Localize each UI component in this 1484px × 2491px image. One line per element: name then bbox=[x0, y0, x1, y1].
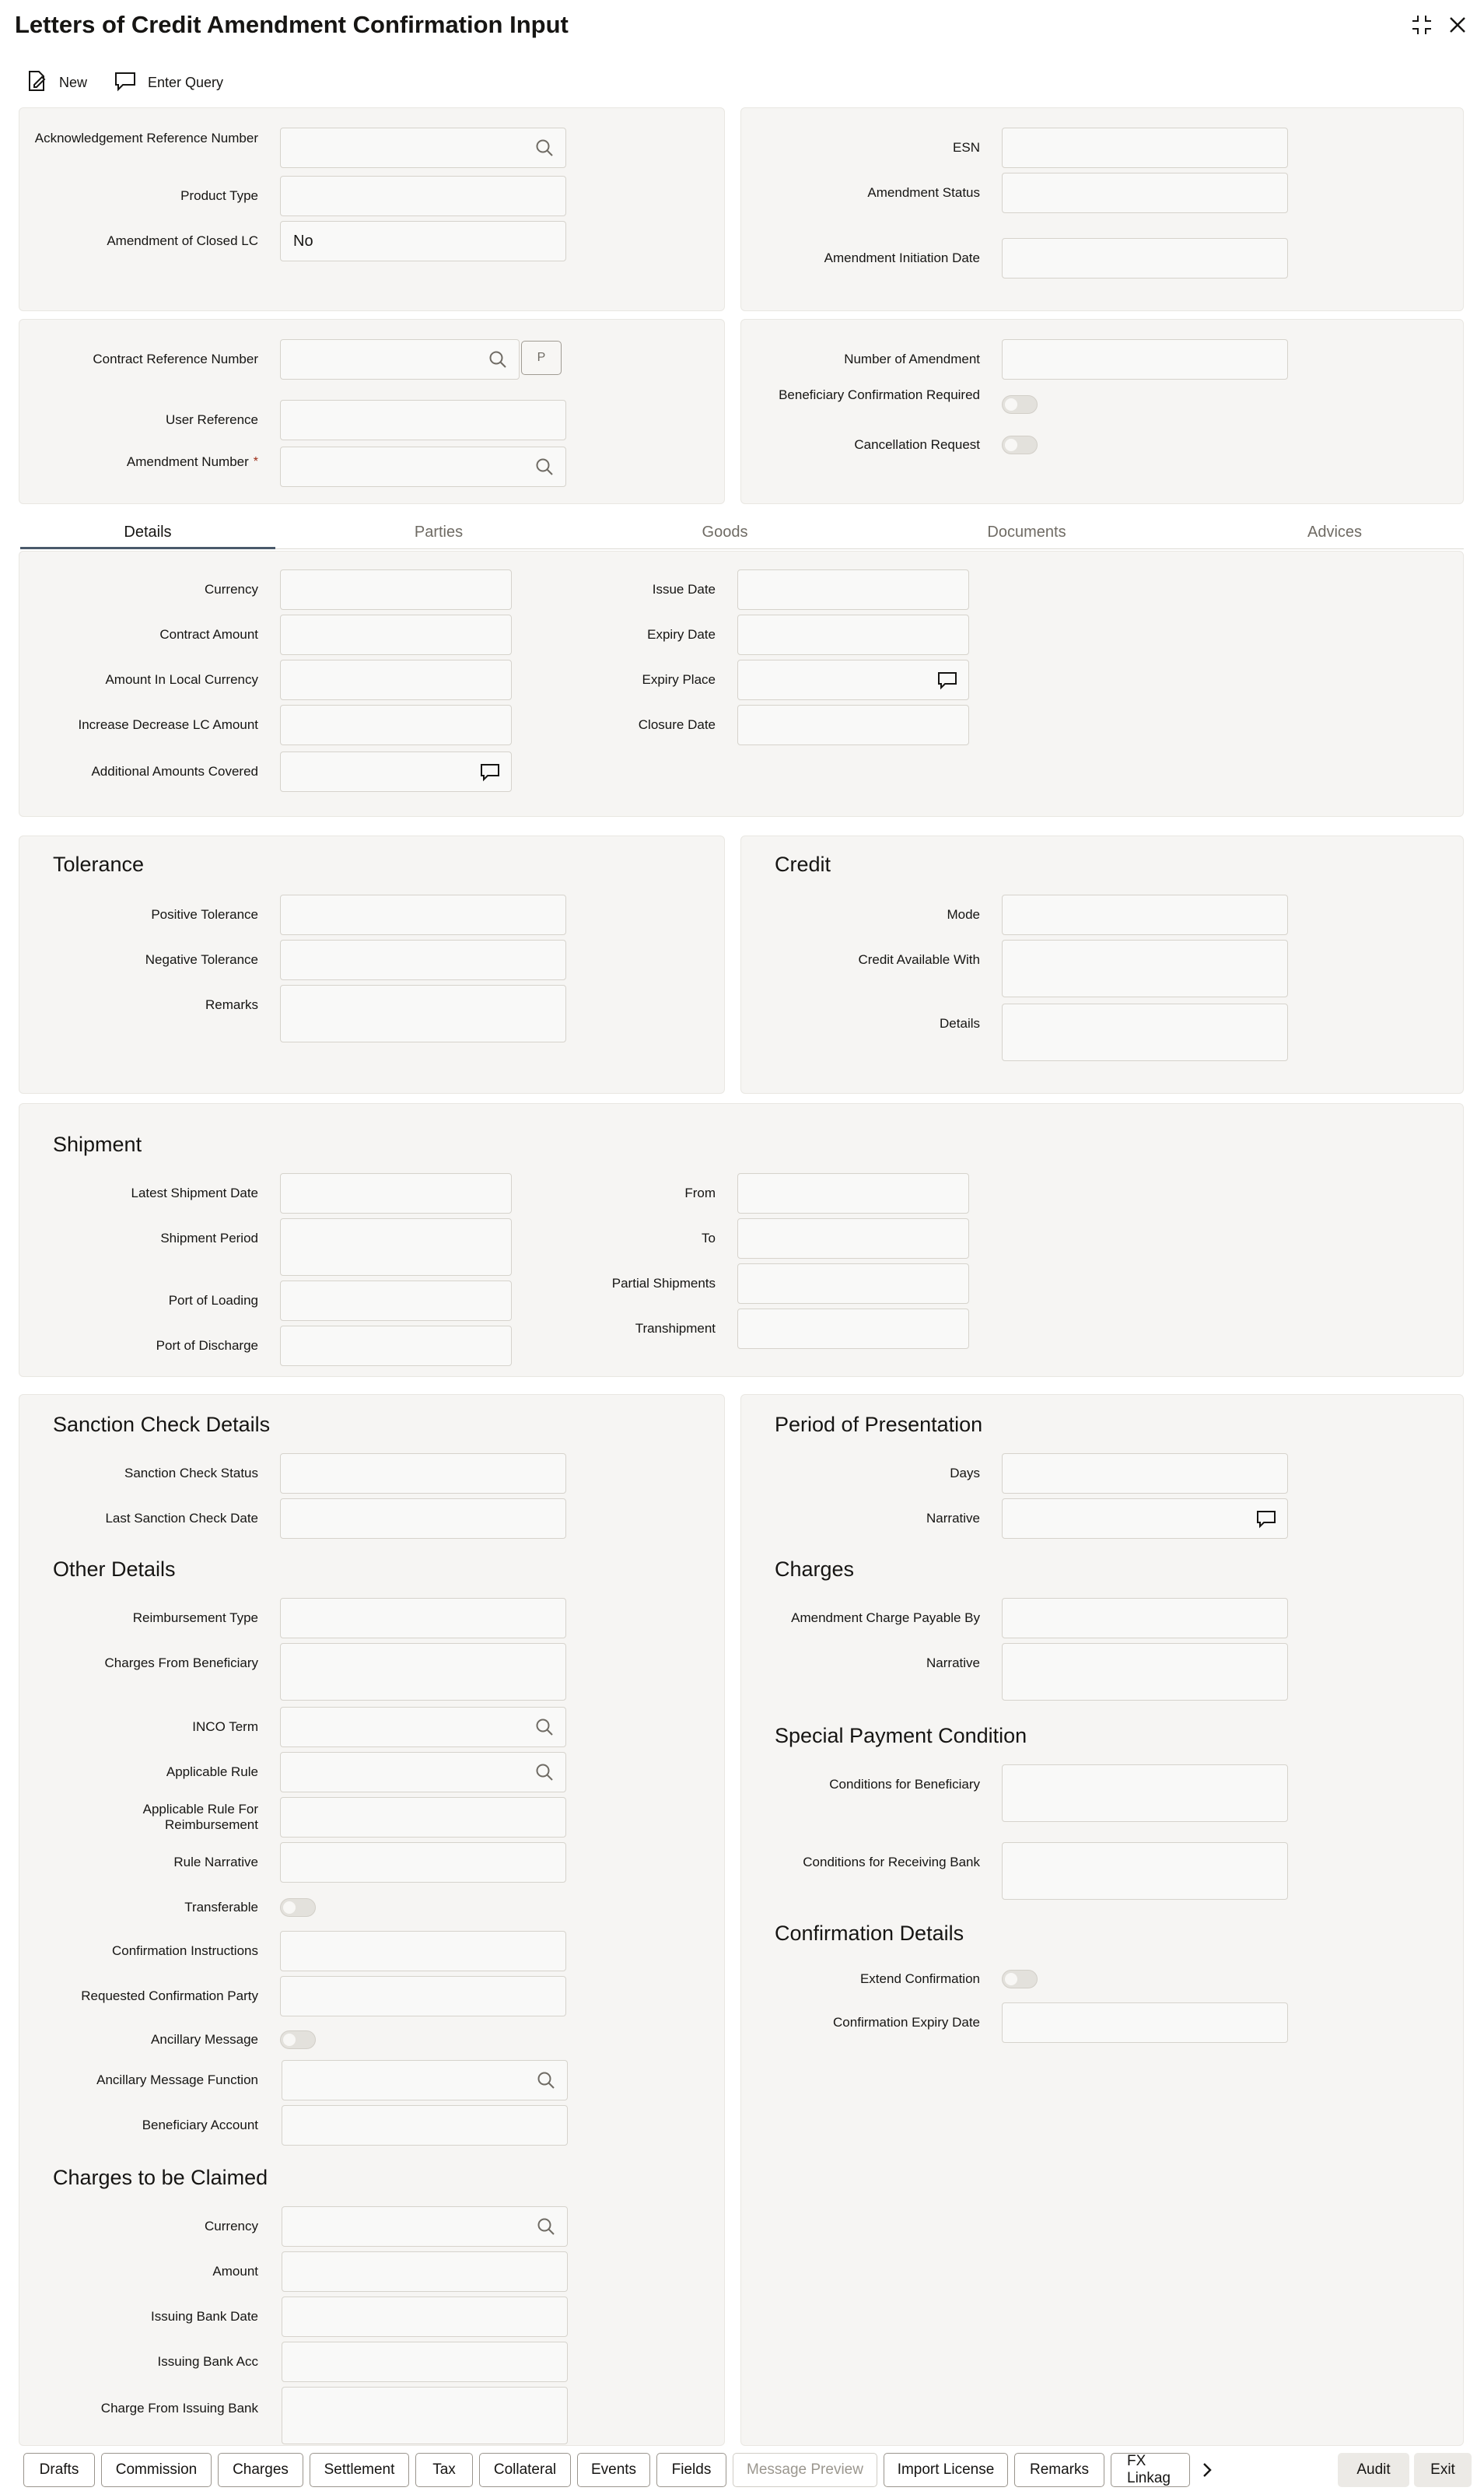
contract-amount-input[interactable] bbox=[280, 615, 512, 655]
cancel-req-label: Cancellation Request bbox=[854, 437, 980, 452]
partial-ship-label: Partial Shipments bbox=[611, 1276, 716, 1291]
port-discharge-input[interactable] bbox=[280, 1326, 512, 1366]
maximize-icon[interactable] bbox=[1408, 11, 1436, 39]
tab-advices[interactable]: Advices bbox=[1307, 523, 1363, 541]
extend-conf-label: Extend Confirmation bbox=[859, 1971, 980, 1986]
new-document-icon bbox=[25, 69, 48, 96]
tab-details[interactable]: Details bbox=[124, 523, 172, 541]
special-payment-title: Special Payment Condition bbox=[775, 1724, 1027, 1747]
other-title: Other Details bbox=[53, 1557, 176, 1581]
remarks-button[interactable]: Remarks bbox=[1014, 2453, 1104, 2487]
user-ref-label: User Reference bbox=[165, 412, 258, 427]
cond-benef-label: Conditions for Beneficiary bbox=[829, 1777, 980, 1792]
transhipment-input[interactable] bbox=[737, 1309, 969, 1349]
enter-query-label: Enter Query bbox=[148, 74, 224, 90]
presentation-narrative-label: Narrative bbox=[926, 1511, 980, 1526]
claimed-amount-input[interactable] bbox=[282, 2251, 568, 2292]
positive-tol-input[interactable] bbox=[280, 895, 566, 935]
sanction-status-label: Sanction Check Status bbox=[124, 1466, 258, 1480]
remarks-input[interactable] bbox=[280, 985, 566, 1042]
commission-button[interactable]: Commission bbox=[101, 2453, 212, 2487]
benef-conf-toggle[interactable] bbox=[1002, 395, 1038, 414]
negative-tol-label: Negative Tolerance bbox=[145, 952, 258, 967]
new-label: New bbox=[59, 74, 88, 90]
charges-narrative-input[interactable] bbox=[1002, 1643, 1288, 1701]
rule-narrative-label: Rule Narrative bbox=[173, 1855, 258, 1869]
charges-benef-input[interactable] bbox=[280, 1643, 566, 1701]
transferable-label: Transferable bbox=[184, 1900, 258, 1915]
comment-icon bbox=[114, 69, 137, 96]
payable-by-input[interactable] bbox=[1002, 1598, 1288, 1638]
p-button[interactable]: P bbox=[521, 341, 562, 375]
inco-input[interactable] bbox=[280, 1707, 566, 1747]
amend-status-input[interactable] bbox=[1002, 173, 1288, 213]
remarks-label: Remarks bbox=[205, 997, 258, 1012]
credit-details-label: Details bbox=[940, 1016, 980, 1031]
latest-ship-input[interactable] bbox=[280, 1173, 512, 1214]
page-title: Letters of Credit Amendment Confirmation Input bbox=[15, 11, 569, 38]
amend-number-label: Amendment Number * bbox=[126, 454, 258, 469]
closed-lc-input[interactable]: No bbox=[280, 221, 566, 261]
applicable-rule-label: Applicable Rule bbox=[166, 1764, 258, 1779]
req-conf-party-input[interactable] bbox=[280, 1976, 566, 2016]
partial-ship-input[interactable] bbox=[737, 1263, 969, 1304]
ancillary-fn-label: Ancillary Message Function bbox=[96, 2072, 258, 2087]
positive-tol-label: Positive Tolerance bbox=[151, 907, 258, 922]
cancel-req-toggle[interactable] bbox=[1002, 436, 1038, 454]
closed-lc-label: Amendment of Closed LC bbox=[107, 233, 258, 248]
applicable-rule-reimb-input[interactable] bbox=[280, 1797, 566, 1838]
search-icon[interactable] bbox=[536, 2070, 556, 2090]
ancillary-label: Ancillary Message bbox=[151, 2032, 258, 2047]
payable-by-label: Amendment Charge Payable By bbox=[791, 1610, 980, 1625]
from-label: From bbox=[684, 1186, 716, 1200]
charges-button[interactable]: Charges bbox=[218, 2453, 303, 2487]
import-license-button[interactable]: Import License bbox=[884, 2453, 1008, 2487]
transhipment-label: Transhipment bbox=[635, 1321, 716, 1336]
expiry-place-label: Expiry Place bbox=[642, 672, 716, 687]
ack-ref-input[interactable] bbox=[280, 128, 566, 168]
contract-ref-input[interactable] bbox=[280, 339, 520, 380]
search-icon[interactable] bbox=[534, 1717, 555, 1737]
sanction-status-input[interactable] bbox=[280, 1453, 566, 1494]
tax-button[interactable]: Tax bbox=[415, 2453, 473, 2487]
message-preview-button[interactable]: Message Preview bbox=[733, 2453, 877, 2487]
ancillary-fn-input[interactable] bbox=[282, 2060, 568, 2100]
cond-recv-label: Conditions for Receiving Bank bbox=[803, 1855, 980, 1869]
tolerance-title: Tolerance bbox=[53, 853, 145, 876]
latest-ship-label: Latest Shipment Date bbox=[131, 1186, 258, 1200]
tab-goods[interactable]: Goods bbox=[702, 523, 748, 541]
req-conf-party-label: Requested Confirmation Party bbox=[81, 1988, 258, 2003]
presentation-narrative-input[interactable] bbox=[1002, 1498, 1288, 1539]
sanction-title: Sanction Check Details bbox=[53, 1413, 271, 1436]
issue-date-input[interactable] bbox=[737, 569, 969, 610]
expiry-date-input[interactable] bbox=[737, 615, 969, 655]
tab-parties[interactable]: Parties bbox=[414, 523, 464, 541]
conf-instr-label: Confirmation Instructions bbox=[111, 1943, 258, 1958]
negative-tol-input[interactable] bbox=[280, 940, 566, 980]
new-button[interactable] bbox=[25, 68, 87, 96]
user-ref-input[interactable] bbox=[280, 400, 566, 440]
issuing-acc-label: Issuing Bank Acc bbox=[157, 2354, 258, 2369]
rule-narrative-input[interactable] bbox=[280, 1842, 566, 1883]
ship-period-input[interactable] bbox=[280, 1218, 512, 1276]
reimb-type-input[interactable] bbox=[280, 1598, 566, 1638]
benef-conf-label: Beneficiary Confirmation Required bbox=[779, 387, 980, 402]
tab-documents[interactable]: Documents bbox=[987, 523, 1066, 541]
amount-local-input[interactable] bbox=[280, 660, 512, 700]
port-loading-label: Port of Loading bbox=[168, 1293, 258, 1308]
charges-benef-label: Charges From Beneficiary bbox=[104, 1655, 258, 1670]
product-type-input[interactable] bbox=[280, 176, 566, 216]
claimed-currency-label: Currency bbox=[205, 2219, 258, 2233]
num-amend-label: Number of Amendment bbox=[844, 352, 980, 366]
reimb-type-label: Reimbursement Type bbox=[132, 1610, 258, 1625]
presentation-title: Period of Presentation bbox=[775, 1413, 983, 1436]
last-sanction-label: Last Sanction Check Date bbox=[105, 1511, 258, 1526]
close-icon[interactable] bbox=[1444, 11, 1472, 39]
claimed-title: Charges to be Claimed bbox=[53, 2166, 268, 2189]
to-label: To bbox=[702, 1231, 716, 1246]
currency-input[interactable] bbox=[280, 569, 512, 610]
conf-expiry-input[interactable] bbox=[1002, 2002, 1288, 2043]
applicable-rule-input[interactable] bbox=[280, 1752, 566, 1792]
drafts-button[interactable]: Drafts bbox=[23, 2453, 95, 2487]
additional-amounts-label: Additional Amounts Covered bbox=[91, 764, 258, 779]
credit-details-input[interactable] bbox=[1002, 1004, 1288, 1061]
bottom-right-panel bbox=[740, 1394, 1464, 2446]
amend-init-date-input[interactable] bbox=[1002, 238, 1288, 279]
search-icon[interactable] bbox=[534, 457, 555, 477]
port-discharge-label: Port of Discharge bbox=[156, 1338, 258, 1353]
days-label: Days bbox=[950, 1466, 980, 1480]
ancillary-toggle[interactable] bbox=[280, 2030, 316, 2049]
confirmation-title: Confirmation Details bbox=[775, 1922, 964, 1945]
active-tab-indicator bbox=[20, 547, 275, 549]
fields-button[interactable]: Fields bbox=[656, 2453, 726, 2487]
search-icon[interactable] bbox=[534, 1762, 555, 1782]
expiry-place-input[interactable] bbox=[737, 660, 969, 700]
ack-ref-label: Acknowledgement Reference Number bbox=[34, 131, 258, 145]
charge-issuing-label: Charge From Issuing Bank bbox=[100, 2401, 258, 2416]
closure-date-label: Closure Date bbox=[638, 717, 716, 732]
incdec-label: Increase Decrease LC Amount bbox=[78, 717, 258, 732]
applicable-rule-reimb-label: Applicable Rule For Reimbursement bbox=[142, 1802, 258, 1832]
search-icon[interactable] bbox=[534, 138, 555, 158]
conf-instr-input[interactable] bbox=[280, 1931, 566, 1971]
benef-account-label: Beneficiary Account bbox=[142, 2118, 258, 2132]
extend-conf-toggle[interactable] bbox=[1002, 1970, 1038, 1988]
cond-recv-input[interactable] bbox=[1002, 1842, 1288, 1900]
credit-avail-input[interactable] bbox=[1002, 940, 1288, 997]
mode-input[interactable] bbox=[1002, 895, 1288, 935]
esn-input[interactable] bbox=[1002, 128, 1288, 168]
amend-status-label: Amendment Status bbox=[867, 185, 980, 200]
enter-query-button[interactable] bbox=[114, 68, 223, 96]
search-icon[interactable] bbox=[488, 349, 508, 370]
claimed-amount-label: Amount bbox=[212, 2264, 258, 2279]
charges-narrative-label: Narrative bbox=[926, 1655, 980, 1670]
issuing-date-label: Issuing Bank Date bbox=[151, 2309, 258, 2324]
collateral-button[interactable]: Collateral bbox=[479, 2453, 571, 2487]
issue-date-label: Issue Date bbox=[652, 582, 716, 597]
charges-title: Charges bbox=[775, 1557, 855, 1581]
contract-ref-label: Contract Reference Number bbox=[93, 352, 258, 366]
credit-avail-label: Credit Available With bbox=[858, 952, 980, 967]
last-sanction-input[interactable] bbox=[280, 1498, 566, 1539]
product-type-label: Product Type bbox=[180, 188, 258, 203]
comment-icon[interactable] bbox=[937, 670, 957, 690]
num-amend-input[interactable] bbox=[1002, 339, 1288, 380]
search-icon[interactable] bbox=[536, 2216, 556, 2237]
exit-button[interactable]: Exit bbox=[1414, 2453, 1472, 2487]
shipment-title: Shipment bbox=[53, 1133, 142, 1156]
fx-linkage-button[interactable]: FX Linkag bbox=[1111, 2453, 1190, 2487]
additional-amounts-input[interactable] bbox=[280, 752, 512, 792]
amount-local-label: Amount In Local Currency bbox=[105, 672, 258, 687]
from-input[interactable] bbox=[737, 1173, 969, 1214]
esn-label: ESN bbox=[953, 140, 980, 155]
required-mark: * bbox=[253, 455, 258, 468]
transferable-toggle[interactable] bbox=[280, 1898, 316, 1917]
expiry-date-label: Expiry Date bbox=[647, 627, 716, 642]
amend-init-date-label: Amendment Initiation Date bbox=[824, 251, 980, 265]
benef-account-input[interactable] bbox=[282, 2105, 568, 2146]
incdec-input[interactable] bbox=[280, 705, 512, 745]
currency-label: Currency bbox=[205, 582, 258, 597]
to-input[interactable] bbox=[737, 1218, 969, 1259]
cond-benef-input[interactable] bbox=[1002, 1764, 1288, 1822]
audit-button[interactable]: Audit bbox=[1338, 2453, 1409, 2487]
chevron-right-icon[interactable] bbox=[1196, 2458, 1218, 2482]
credit-title: Credit bbox=[775, 853, 831, 876]
settlement-button[interactable]: Settlement bbox=[310, 2453, 409, 2487]
comment-icon[interactable] bbox=[480, 762, 500, 782]
ship-period-label: Shipment Period bbox=[160, 1231, 258, 1246]
inco-label: INCO Term bbox=[192, 1719, 258, 1734]
comment-icon[interactable] bbox=[1256, 1508, 1276, 1529]
closure-date-input[interactable] bbox=[737, 705, 969, 745]
claimed-currency-input[interactable] bbox=[282, 2206, 568, 2247]
amend-number-input[interactable] bbox=[280, 447, 566, 487]
port-loading-input[interactable] bbox=[280, 1281, 512, 1321]
events-button[interactable]: Events bbox=[577, 2453, 650, 2487]
days-input[interactable] bbox=[1002, 1453, 1288, 1494]
conf-expiry-label: Confirmation Expiry Date bbox=[833, 2015, 980, 2030]
mode-label: Mode bbox=[947, 907, 980, 922]
issuing-acc-input[interactable] bbox=[282, 2342, 568, 2382]
charge-issuing-input[interactable] bbox=[282, 2387, 568, 2444]
issuing-date-input[interactable] bbox=[282, 2297, 568, 2337]
contract-amount-label: Contract Amount bbox=[159, 627, 258, 642]
